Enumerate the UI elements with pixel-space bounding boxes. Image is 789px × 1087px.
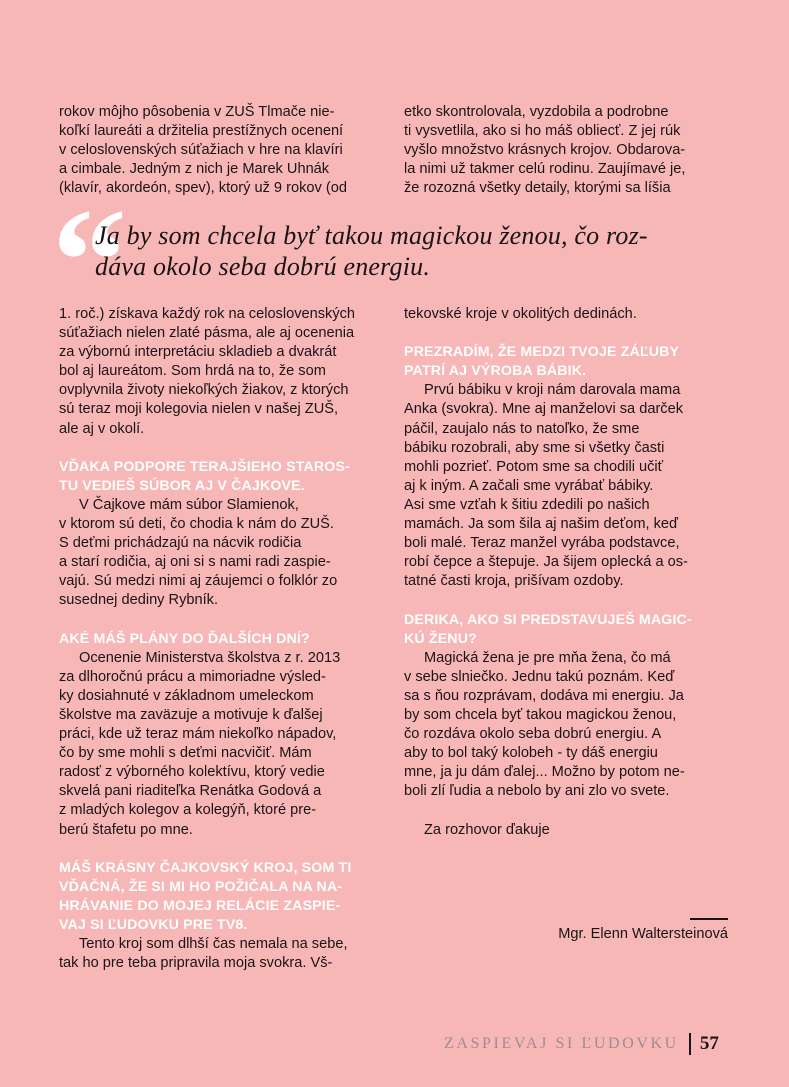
text-line: ale aj v okolí. — [59, 420, 145, 437]
question-heading: PREZRADÍM, ŽE MEDZI TVOJE ZÁĽUBY — [404, 344, 680, 361]
text-line: etko skontrolovala, vyzdobila a podrobne — [404, 104, 669, 120]
text-line: Magická žena je pre mňa žena, čo má — [424, 649, 671, 666]
question-heading: TU VEDIEŠ SÚBOR AJ V ČAJKOVE. — [59, 477, 305, 494]
right-column-top — [404, 103, 749, 198]
text-line: mne, ja ju dám ďalej... Možno by potom ne- — [404, 764, 685, 781]
text-line: súťažiach nielen zlaté pásma, ale aj ocenenia — [59, 325, 355, 342]
left-column-bottom — [59, 305, 404, 973]
text-line: v ktorom sú deti, čo chodia k nám do ZUŠ. — [59, 516, 334, 533]
magazine-title: ZASPIEVAJ SI ĽUDOVKU — [444, 1035, 679, 1052]
spacer — [59, 840, 404, 859]
pull-quote — [95, 220, 648, 282]
text-line: robí čepce a štepuje. Ja šijem oplecká a os- — [404, 554, 688, 571]
question-heading: PATRÍ AJ VÝROBA BÁBIK. — [404, 363, 587, 380]
page-number: 57 — [699, 1033, 719, 1054]
text-line: (klavír, akordeón, spev), ktorý už 9 rokov (od — [59, 180, 347, 197]
text-line: v sebe slniečko. Jednu takú poznám. Keď — [404, 668, 675, 685]
text-line: čo by sme mohli s deťmi nacvičiť. Mám — [59, 745, 312, 762]
quote-mark-icon: “ — [52, 178, 127, 344]
question-heading: KÚ ŽENU? — [404, 630, 477, 647]
question-heading: HRÁVANIE DO MOJEJ RELÁCIE ZASPIE- — [59, 897, 341, 914]
text-line: Asi sme vzťah k šitiu zdedili po našich — [404, 496, 650, 513]
text-line: ky dosiahnuté v základnom umeleckom — [59, 687, 314, 704]
text-line: bol aj laureátom. Som hrdá na to, že som — [59, 363, 326, 380]
text-line: ovplyvnila životy niekoľkých žiakov, z ktorých — [59, 382, 349, 399]
spacer — [59, 611, 404, 630]
text-line: mohli pozrieť. Potom sme sa chodili učiť — [404, 458, 664, 475]
text-line: mamách. Ja som šila aj našim deťom, keď — [404, 516, 678, 533]
text-line: radosť z výborného kolektívu, ktorý vedie — [59, 764, 325, 781]
text-line: Anka (svokra). Mne aj manželovi sa darček — [404, 401, 684, 418]
spacer — [404, 591, 749, 610]
text-line: skvelá pani riaditeľka Renátka Godová a — [59, 783, 322, 800]
page-footer — [444, 1032, 719, 1056]
text-line: bábiku rozobrali, aby sme si všetky časti — [404, 439, 665, 456]
question-heading: VAJ SI ĽUDOVKU PRE TV8. — [59, 917, 248, 933]
right-column-bottom — [404, 305, 749, 840]
text-line: a starí rodičia, aj oni si s nami radi zaspie- — [59, 554, 331, 571]
question-heading: MÁŠ KRÁSNY ČAJKOVSKÝ KROJ, SOM TI — [59, 859, 352, 876]
text-line: tatné časti kroja, prišívam ozdoby. — [404, 573, 624, 590]
text-line: aj k iným. A začali sme vyrábať bábiky. — [404, 477, 654, 494]
text-line: Ocenenie Ministerstva školstva z r. 2013 — [79, 649, 341, 666]
signature-rule — [690, 918, 728, 920]
text-line: že rozozná všetky detaily, ktorými sa líšia — [404, 180, 671, 197]
text-line: práci, kde už teraz mám niekoľko nápadov, — [59, 726, 337, 743]
text-line: vajú. Sú medzi nimi aj záujemci o folklór zo — [59, 573, 338, 590]
text-line: koľkí laureáti a držitelia prestížnych ocenení — [59, 123, 344, 140]
text-line: ti vysvetlila, ako si ho máš obliecť. Z jej rúk — [404, 123, 681, 140]
question-heading: DERIKA, AKO SI PREDSTAVUJEŠ MAGIC- — [404, 611, 692, 628]
footer-divider — [689, 1033, 691, 1055]
pull-quote-line: Ja by som chcela byť takou magickou ženou, čo roz- — [95, 221, 648, 250]
text-line: za dlhoročnú prácu a mimoriadne výsled- — [59, 668, 326, 685]
text-line: sa s ňou rozprávam, dodáva mi energiu. Ja — [404, 687, 684, 704]
text-line: páčil, zaujalo nás to natoľko, že sme — [404, 420, 640, 437]
closing-line: Za rozhovor ďakuje — [424, 821, 550, 838]
text-line: za výbornú interpretáciu skladieb a dvakrát — [59, 344, 337, 361]
text-line: a cimbale. Jedným z nich je Marek Uhnák — [59, 161, 330, 178]
text-line: V Čajkove mám súbor Slamienok, — [79, 496, 299, 513]
text-line: boli malé. Teraz manžel vyrába podstavce, — [404, 535, 680, 552]
text-line: S deťmi prichádzajú na nácvik rodičia — [59, 535, 302, 552]
text-line: čo rozdáva okolo seba dobrú energiu. A — [404, 726, 662, 743]
pull-quote-line: dáva okolo seba dobrú energiu. — [95, 252, 431, 281]
text-line: vyšlo množstvo krásnych krojov. Obdarova- — [404, 142, 686, 159]
text-line: sú teraz moji kolegovia nielen v našej ZUŠ, — [59, 401, 339, 418]
text-line: aby to bol taký kolobeh - ty dáš energiu — [404, 745, 658, 762]
text-line: Tento kroj som dlhší čas nemala na sebe, — [79, 936, 348, 953]
author-signature: Mgr. Elenn Waltersteinová — [558, 926, 728, 942]
text-line: boli zlí ľudia a nebolo by ani zlo vo svete. — [404, 783, 670, 800]
text-line: by som chcela byť takou magickou ženou, — [404, 706, 677, 723]
text-line: tak ho pre teba pripravila moja svokra. Vš- — [59, 955, 333, 972]
question-heading: AKÉ MÁŠ PLÁNY DO ĎALŠÍCH DNÍ? — [59, 630, 310, 647]
text-line: Prvú bábiku v kroji nám darovala mama — [424, 382, 681, 399]
text-line: susednej dediny Rybník. — [59, 592, 219, 609]
text-line: berú štafetu po mne. — [59, 821, 193, 838]
question-heading: VĎAČNÁ, ŽE SI MI HO POŽIČALA NA NA- — [59, 878, 343, 895]
text-line: la nimi už takmer celú rodinu. Zaujímavé je, — [404, 161, 686, 178]
text-line: 1. roč.) získava každý rok na celoslovenských — [59, 306, 356, 322]
text-line: v celoslovenských súťažiach v hre na klavíri — [59, 142, 343, 159]
text-line: školstve ma zaväzuje a motivuje k ďalšej — [59, 706, 323, 723]
text-line: rokov môjho pôsobenia v ZUŠ Tlmače nie- — [59, 104, 335, 120]
spacer — [404, 801, 749, 820]
question-heading: VĎAKA PODPORE TERAJŠIEHO STAROS- — [59, 458, 350, 475]
text-line: tekovské kroje v okolitých dedinách. — [404, 306, 637, 322]
spacer — [59, 439, 404, 458]
text-line: z mladých kolegov a kolegýň, ktoré pre- — [59, 802, 317, 819]
spacer — [404, 324, 749, 343]
